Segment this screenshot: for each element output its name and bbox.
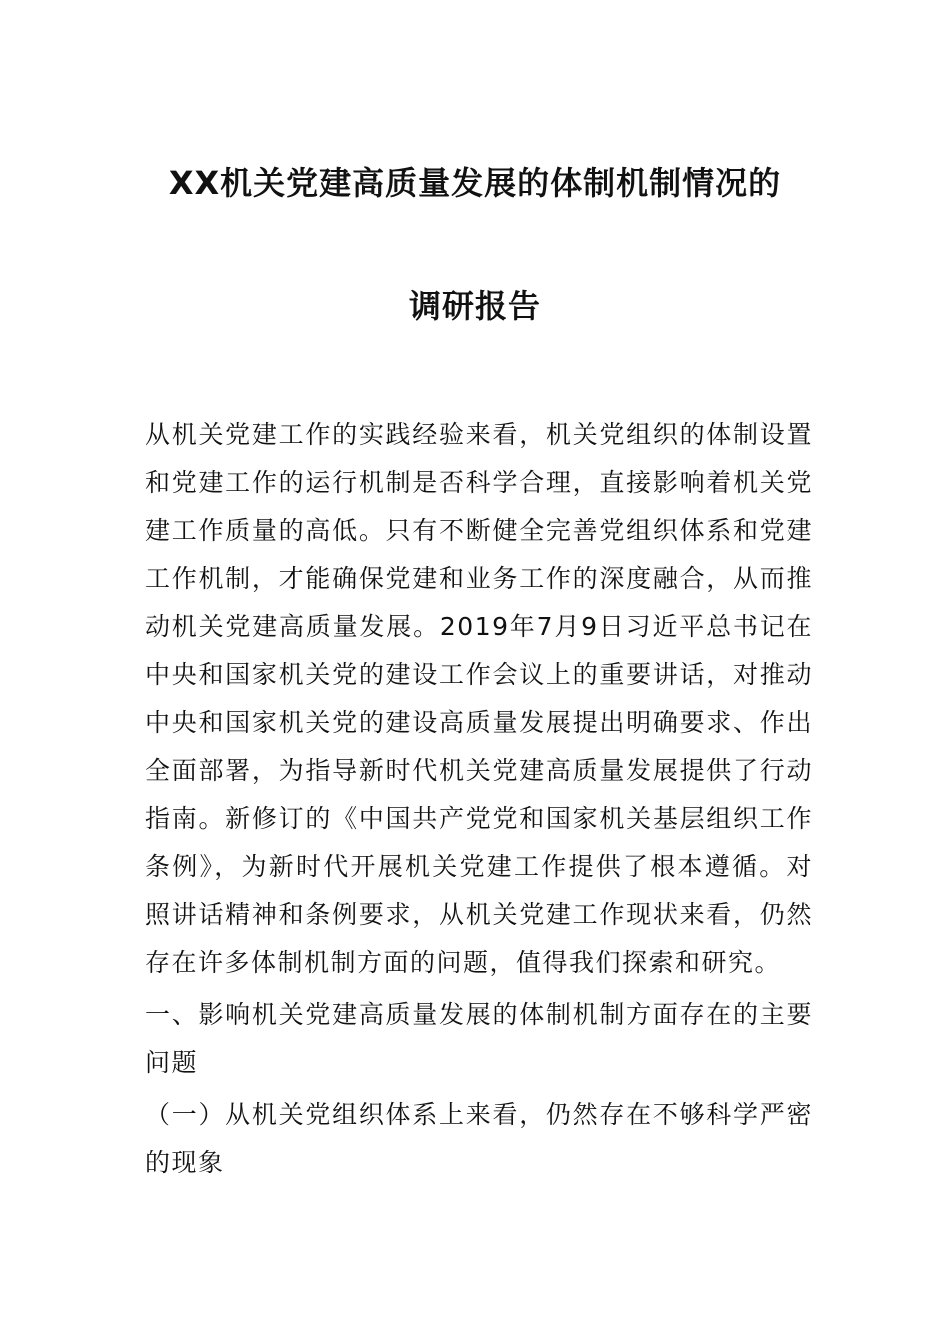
subsection-heading: （一）从机关党组织体系上来看，仍然存在不够科学严密的现象: [145, 1100, 813, 1177]
document-body: [145, 411, 813, 1191]
document-title-line-2: 调研报告: [408, 287, 541, 325]
intro-paragraph: 从机关党建工作的实践经验来看，机关党组织的体制设置和党建工作的运行机制是否科学合理，直接影响着机关党建工作质量的高低。只有不断健全完善党组织体系和党建工作机制，才能确保党建和业务工作的深度融合，从而推动机关党建高质量发展。2019年7月9日习近平总书记在中央和国家机关党的建设工作会议上的重要讲话，对推动中央和国家机关党的建设高质量发展提出明确要求、作出全面部署，为指导新时代机关党建高质量发展提供了行动指南。新修订的《中国共产党党和国家机关基层组织工作条例》，为新时代开展机关党建工作提供了根本遵循。对照讲话精神和条例要求，从机关党建工作现状来看，仍然存在许多体制机制方面的问题，值得我们探索和研究。: [145, 420, 813, 977]
section-heading: 一、影响机关党建高质量发展的体制机制方面存在的主要问题: [145, 1000, 813, 1077]
document-title-line-1: XX机关党建高质量发展的体制机制情况的: [168, 164, 782, 202]
